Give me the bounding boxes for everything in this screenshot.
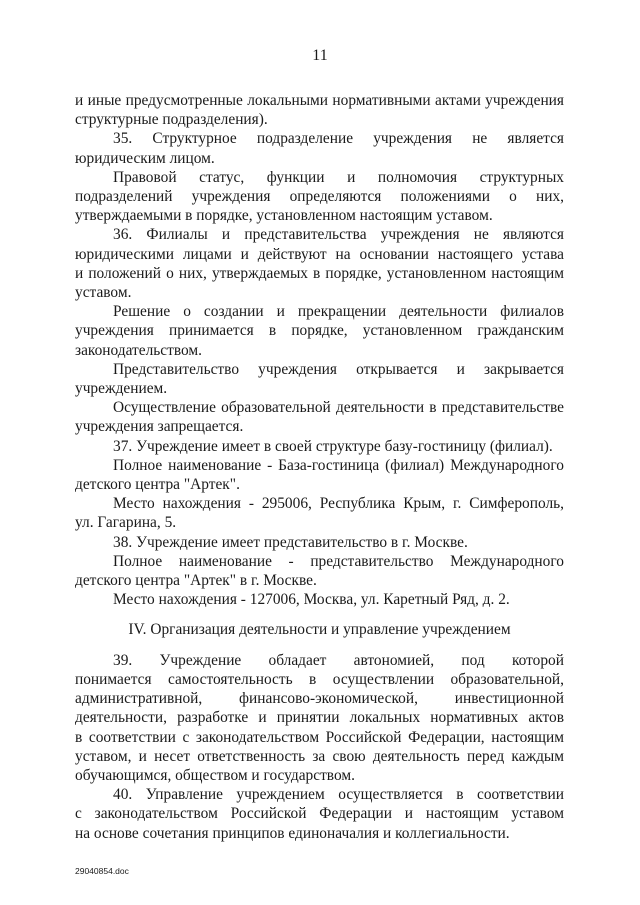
text-line: учреждения принимается в порядке, установленном гражданским: [75, 322, 564, 340]
text-line: обучающимся, обществом и государством.: [75, 766, 355, 784]
text-line: детского центра "Артек".: [75, 476, 240, 494]
clause-39: 39. Учреждение обладает автономией, под которой: [113, 651, 564, 669]
text-line: Место нахождения - 127006, Москва, ул. Каретный Ряд, д. 2.: [113, 591, 510, 609]
text-line: с законодательством Российской Федерации и настоящим уставом: [75, 805, 564, 823]
text-line: юридическими лицами и действуют на основании настоящего устава: [75, 245, 564, 263]
text-line: на основе сочетания принципов единоначалия и коллегиальности.: [75, 824, 510, 842]
document-body: [75, 91, 564, 843]
text-line: деятельности, разработке и принятии локальных нормативных актов: [75, 709, 564, 727]
text-line: Представительство учреждения открывается и закрывается: [113, 360, 564, 378]
file-name-footer: 29040854.doc: [75, 866, 129, 876]
text-line: понимается самостоятельность в осуществлении образовательной,: [75, 670, 564, 688]
text-line: законодательством.: [75, 341, 203, 359]
clause-36: 36. Филиалы и представительства учреждения не являются: [113, 226, 564, 244]
text-line: Полное наименование - База-гостиница (филиал) Международного: [113, 456, 564, 474]
clause-35: 35. Структурное подразделение учреждения не является: [113, 130, 564, 148]
text-line: Правовой статус, функции и полномочия структурных: [113, 168, 564, 186]
text-line: подразделений учреждения определяются положениями о них,: [75, 188, 564, 206]
text-line: в соответствии с законодательством Российской Федерации, настоящим: [75, 728, 564, 746]
text-line: детского центра "Артек" в г. Москве.: [75, 572, 317, 590]
text-line: Решение о создании и прекращении деятельности филиалов: [113, 303, 564, 321]
clause-37: 37. Учреждение имеет в своей структуре базу-гостиницу (филиал).: [113, 437, 553, 455]
text-line: утверждаемыми в порядке, установленном настоящим уставом.: [75, 207, 493, 225]
text-line: учреждения запрещается.: [75, 418, 244, 436]
text-line: уставом, и несет ответственность за свою деятельность перед каждым: [75, 747, 564, 765]
text-line: ул. Гагарина, 5.: [75, 514, 177, 532]
text-line: и положений о них, утверждаемых в порядке, установленном настоящим: [75, 264, 564, 282]
text-line: Полное наименование - представительство Международного: [113, 552, 564, 570]
text-line: и иные предусмотренные локальными нормативными актами учреждения: [75, 92, 564, 109]
text-line: административной, финансово-экономической, инвестиционной: [75, 690, 564, 708]
clause-40: 40. Управление учреждением осуществляется в соответствии: [113, 786, 564, 804]
text-line: учреждением.: [75, 380, 168, 398]
text-line: Осуществление образовательной деятельности в представительстве: [113, 399, 564, 417]
section-heading: IV. Организация деятельности и управление учреждением: [128, 621, 511, 639]
text-line: уставом.: [75, 284, 132, 302]
text-line: юридическим лицом.: [75, 149, 215, 167]
page-number: 11: [312, 47, 328, 64]
text-line: структурные подразделения).: [75, 111, 268, 129]
text-line: Место нахождения - 295006, Республика Крым, г. Симферополь,: [113, 495, 564, 513]
clause-38: 38. Учреждение имеет представительство в г. Москве.: [113, 533, 468, 551]
